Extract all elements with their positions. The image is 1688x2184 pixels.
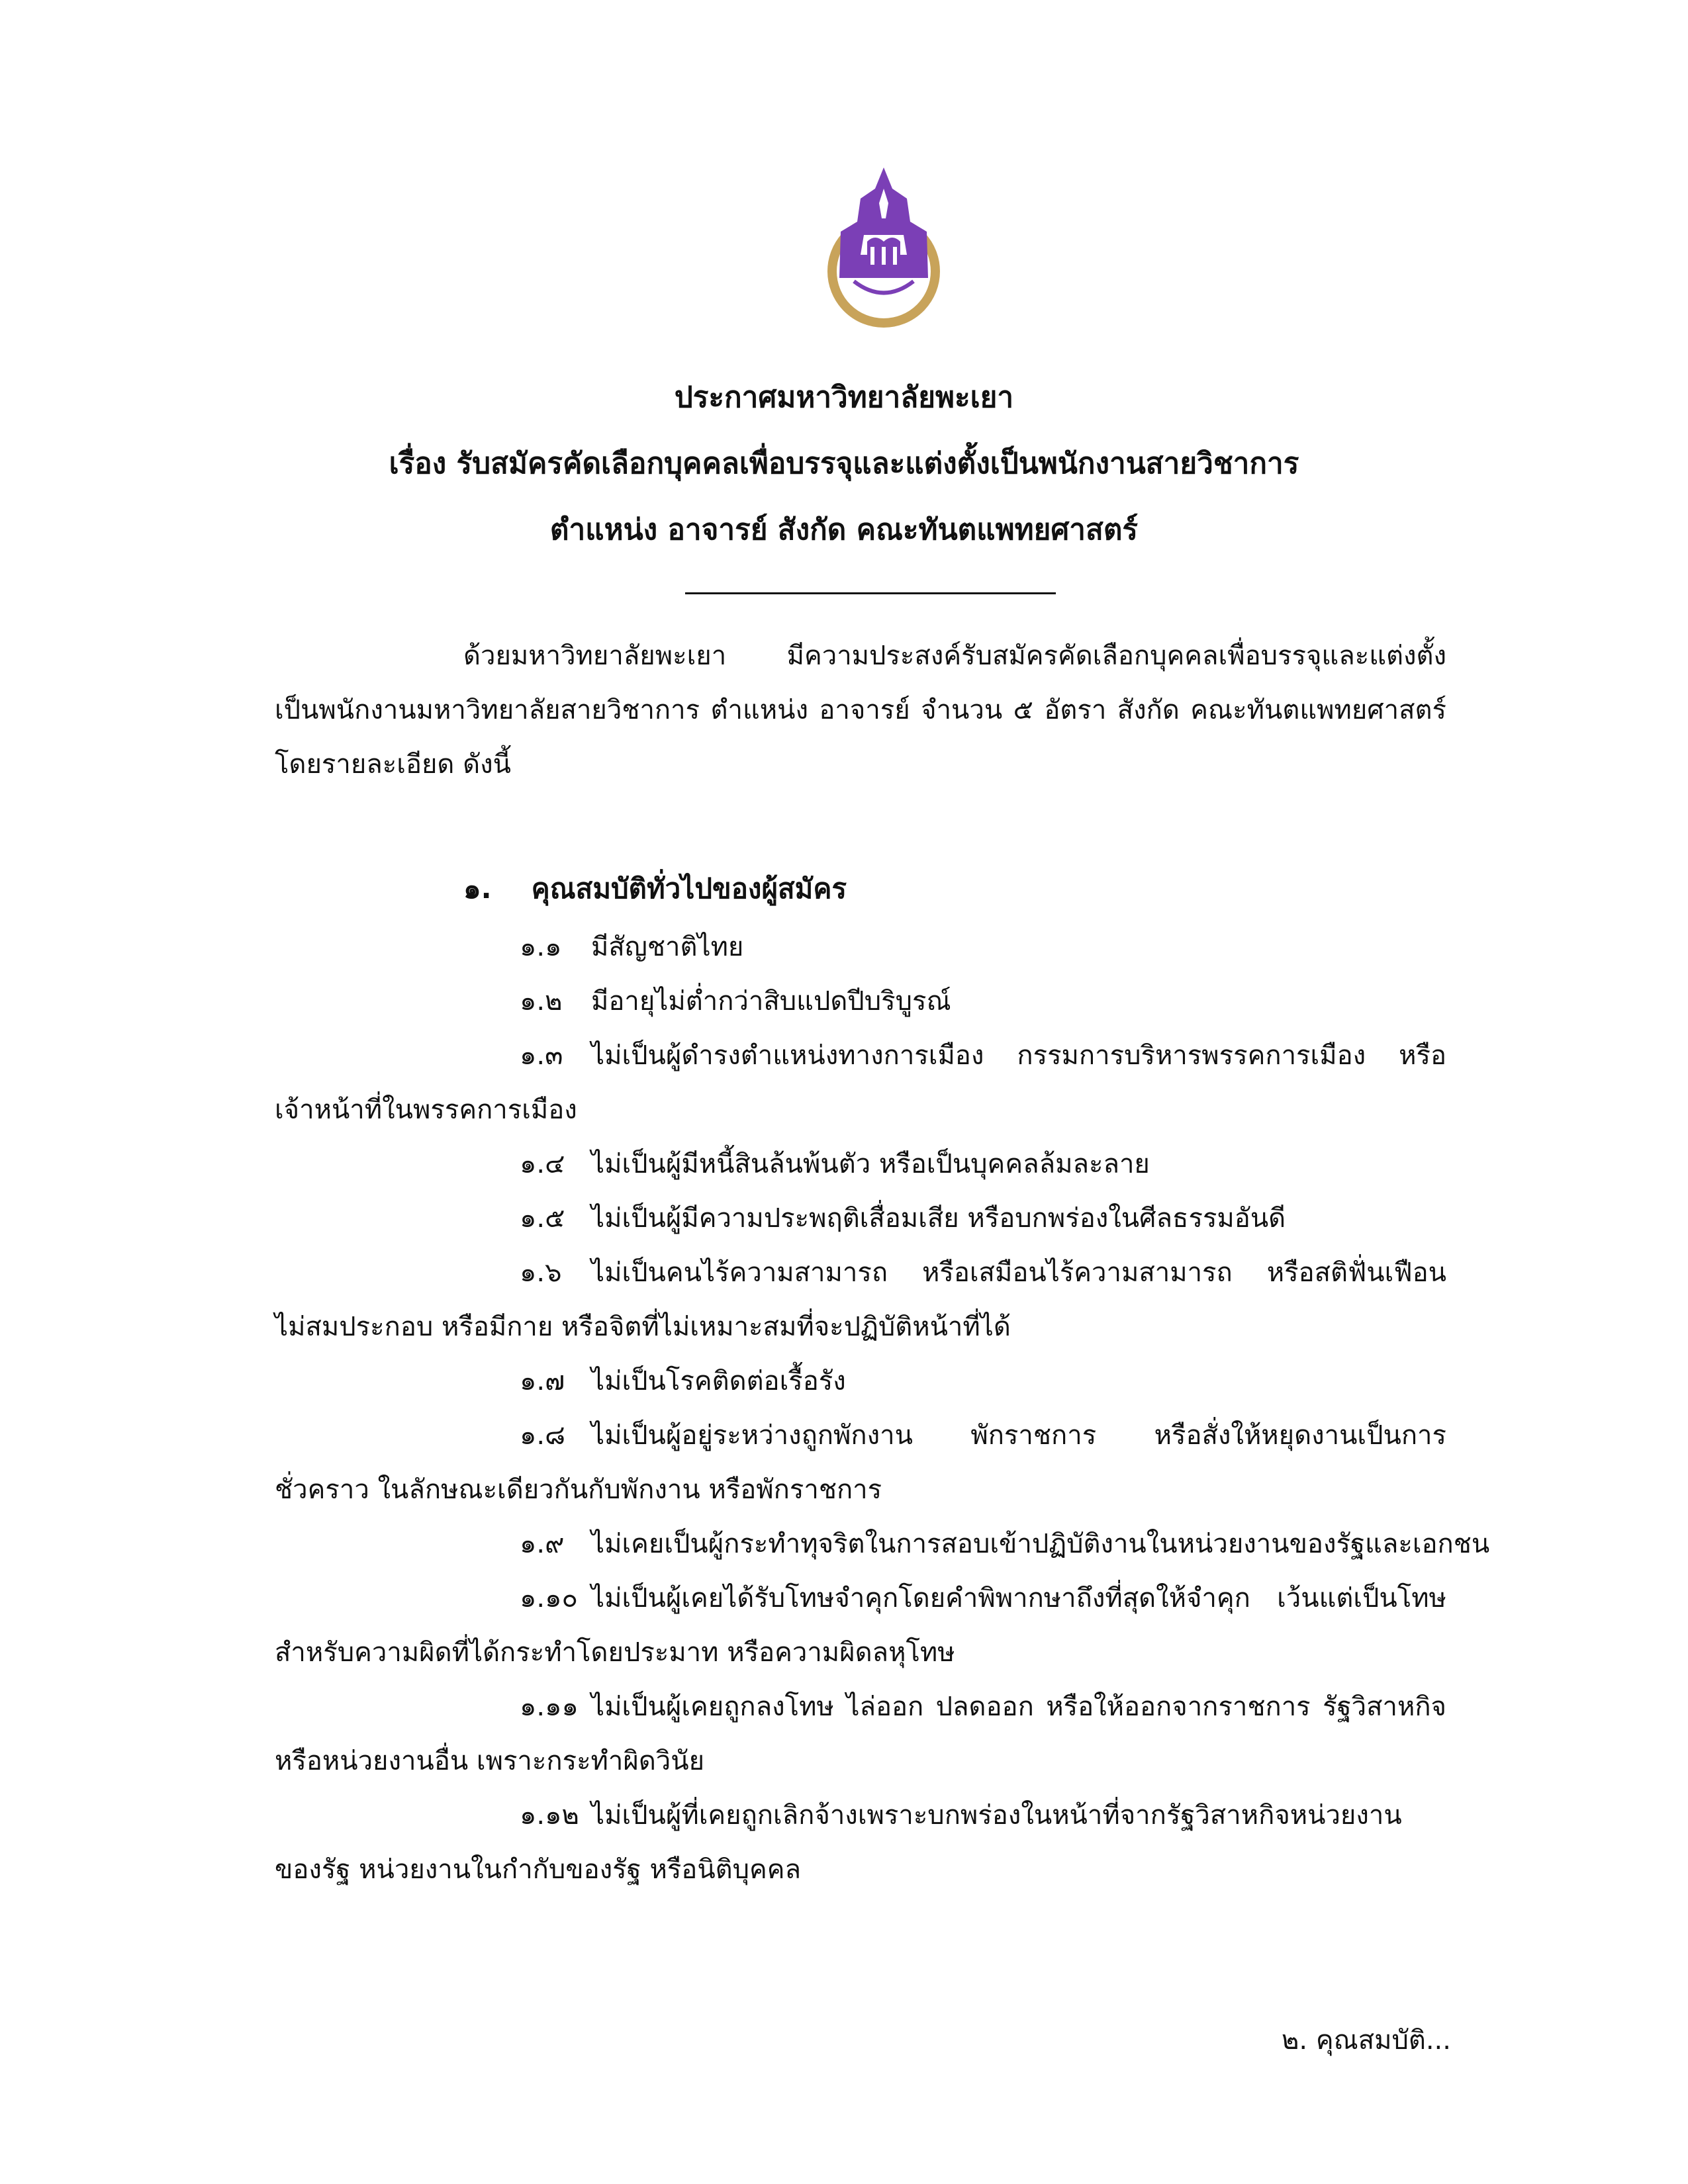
item-text: ไม่เป็นคนไร้ความสามารถ หรือเสมือนไร้ความสามารถ หรือสติฟั่นเฟือน [591,1257,1446,1288]
item-text: ไม่เป็นผู้อยู่ระหว่างถูกพักงาน พักราชการ หรือสั่งให้หยุดงานเป็นการ [591,1420,1446,1451]
item-text: ไม่เคยเป็นผู้กระทำทุจริตในการสอบเข้าปฏิบัติงานในหน่วยงานของรัฐและเอกชน [591,1529,1490,1559]
item-number: ๑.๑๐ [520,1583,578,1614]
item-number: ๑.๗ [520,1366,565,1396]
announcement-title: ประกาศมหาวิทยาลัยพะเยา [674,381,1014,414]
page-continuation-marker: ๒. คุณสมบัติ... [1282,2025,1451,2056]
item-number: ๑.๑๑ [520,1692,579,1722]
item-text-continued: ชั่วคราว ในลักษณะเดียวกันกับพักงาน หรือพักราชการ [275,1475,882,1505]
intro-line-1: ด้วยมหาวิทยาลัยพะเยา มีความประสงค์รับสมัครคัดเลือกบุคคลเพื่อบรรจุและแต่งตั้ง [463,641,1446,671]
title-divider [685,592,1056,594]
item-text-continued: ไม่สมประกอบ หรือมีกาย หรือจิตที่ไม่เหมาะสมที่จะปฏิบัติหน้าที่ได้ [275,1312,1011,1342]
item-text-continued: เจ้าหน้าที่ในพรรคการเมือง [275,1095,577,1125]
item-number: ๑.๕ [520,1203,565,1234]
list-item [275,1408,1446,1517]
list-item [275,1517,1490,1571]
announcement-position: ตำแหน่ง อาจารย์ สังกัด คณะทันตแพทยศาสตร์ [549,513,1139,547]
item-number: ๑.๓ [520,1040,563,1071]
item-text-continued: ของรัฐ หน่วยงานในกำกับของรัฐ หรือนิติบุคคล [275,1854,802,1885]
item-number: ๑.๔ [520,1149,565,1179]
item-text: ไม่เป็นผู้มีความประพฤติเสื่อมเสีย หรือบกพร่องในศีลธรรมอันดี [591,1203,1286,1234]
list-item [275,1788,1446,1897]
list-item [275,1680,1446,1788]
item-text: ไม่เป็นผู้ที่เคยถูกเลิกจ้างเพราะบกพร่องในหน้าที่จากรัฐวิสาหกิจหน่วยงาน [591,1800,1402,1831]
item-number: ๑.๑ [520,932,562,962]
item-text: มีอายุไม่ต่ำกว่าสิบแปดปีบริบูรณ์ [591,986,951,1017]
list-item [275,1028,1446,1137]
university-seal-logo [801,162,966,328]
intro-line-2: เป็นพนักงานมหาวิทยาลัยสายวิชาการ ตำแหน่ง อาจารย์ จำนวน ๕ อัตรา สังกัด คณะทันตแพทยศาสตร์ [275,695,1446,725]
list-item [275,974,1446,1028]
intro-line-3: โดยรายละเอียด ดังนี้ [275,749,511,780]
item-text: ไม่เป็นโรคติดต่อเรื้อรัง [591,1366,846,1396]
list-item [275,1354,1446,1408]
item-text: ไม่เป็นผู้ดำรงตำแหน่งทางการเมือง กรรมการบริหารพรรคการเมือง หรือ [591,1040,1446,1071]
list-item [275,1246,1446,1354]
item-number: ๑.๒ [520,986,563,1017]
item-text-continued: สำหรับความผิดที่ได้กระทำโดยประมาท หรือความผิดลหุโทษ [275,1637,955,1668]
item-number: ๑.๙ [520,1529,565,1559]
item-text: ไม่เป็นผู้มีหนี้สินล้นพ้นตัว หรือเป็นบุคคลล้มละลาย [591,1149,1150,1179]
list-item [275,1191,1446,1246]
intro-paragraph [275,629,1446,792]
item-number: ๑.๖ [520,1257,562,1288]
item-number: ๑.๑๒ [520,1800,579,1831]
list-item [275,1571,1446,1680]
section-1-heading [463,867,847,911]
announcement-subject: เรื่อง รับสมัครคัดเลือกบุคคลเพื่อบรรจุและแต่งตั้งเป็นพนักงานสายวิชาการ [389,447,1299,480]
list-item [275,1137,1446,1191]
list-item [275,920,1446,974]
item-text: มีสัญชาติไทย [591,932,744,962]
section-1-title: คุณสมบัติทั่วไปของผู้สมัคร [531,872,847,905]
item-text: ไม่เป็นผู้เคยถูกลงโทษ ไล่ออก ปลดออก หรือให้ออกจากราชการ รัฐวิสาหกิจ [591,1692,1446,1722]
item-text-continued: หรือหน่วยงานอื่น เพราะกระทำผิดวินัย [275,1746,705,1776]
section-1-number: ๑. [463,872,492,905]
item-number: ๑.๘ [520,1420,565,1451]
item-text: ไม่เป็นผู้เคยได้รับโทษจำคุกโดยคำพิพากษาถึงที่สุดให้จำคุก เว้นแต่เป็นโทษ [591,1583,1446,1614]
